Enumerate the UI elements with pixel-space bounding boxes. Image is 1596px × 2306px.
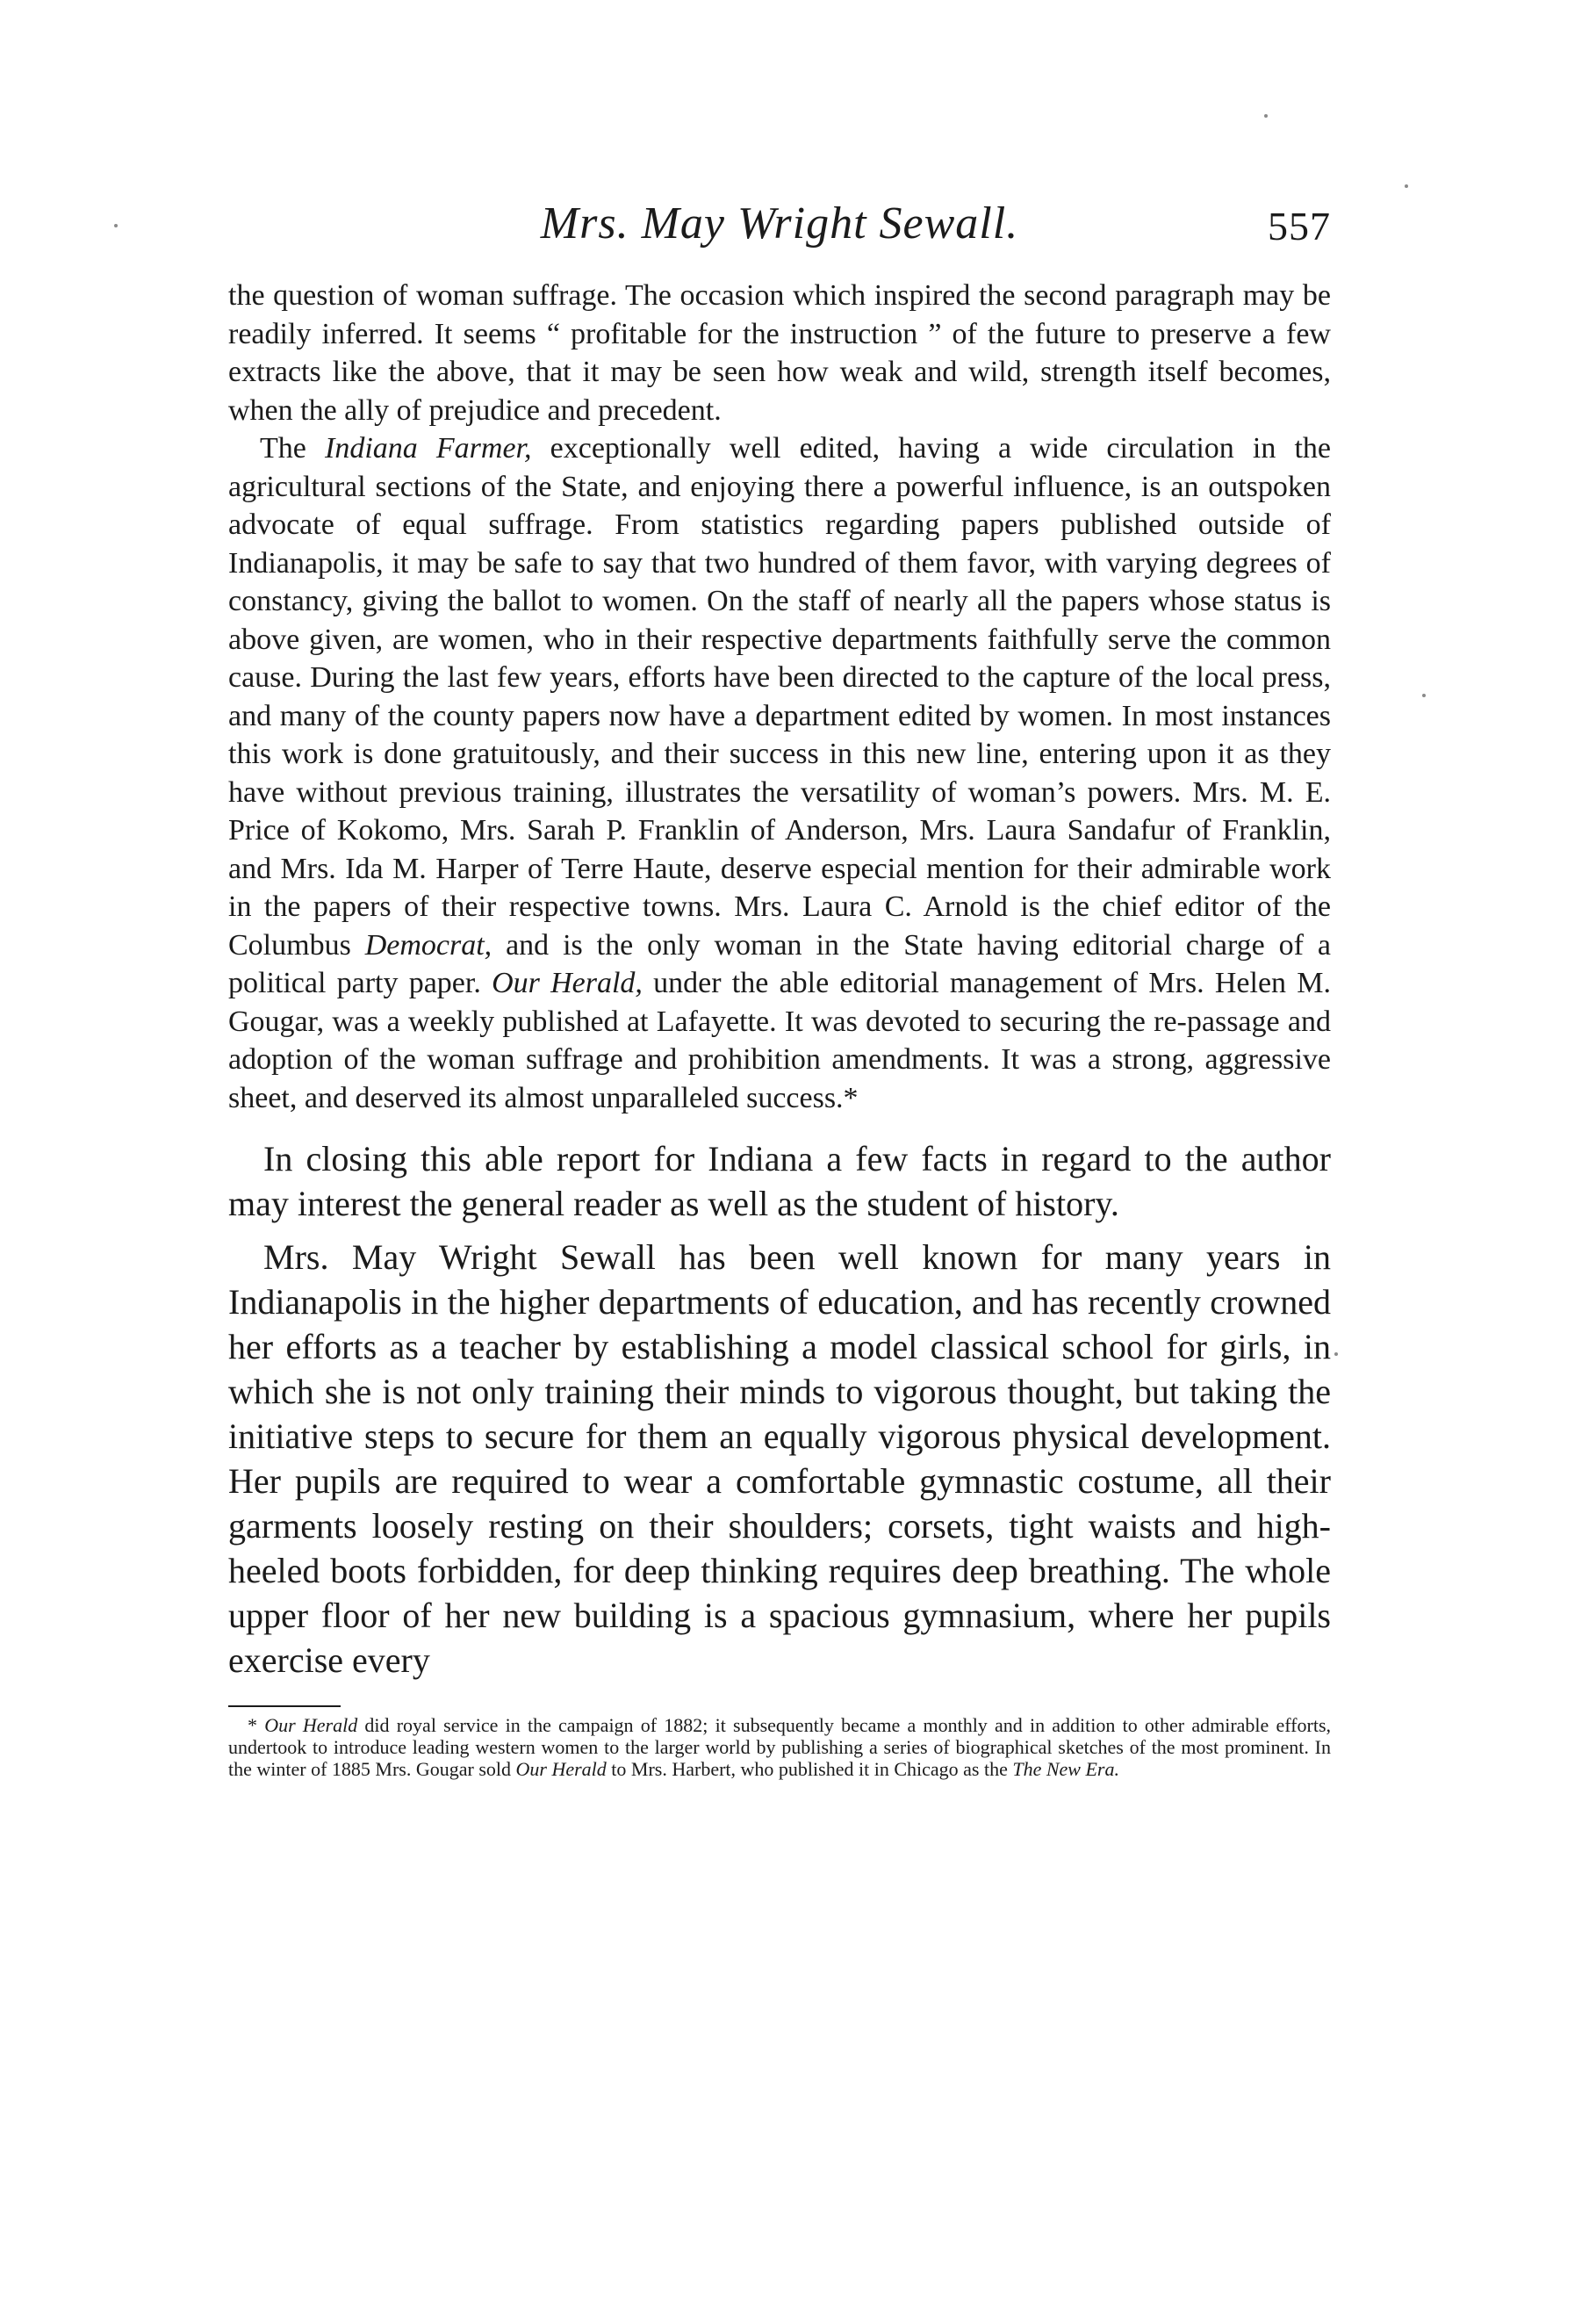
footnote-marker: * [248, 1714, 265, 1736]
paragraph-indiana-press [228, 429, 1331, 1117]
paragraph-text: exceptionally well edited, having a wide circulation in the agricultural sections of the State, and enjoying there a powerful influence, is an outspoken advocate of equal suffrage. From statistics regarding papers published outside of Indianapolis, it may be safe to say that two hundred of them favor, with varying degrees of constancy, giving the ballot to women. On the staff of nearly all the papers whose status is above given, are women, who in their respective departments faithfully serve the common cause. During the last few years, efforts have been directed to the capture of the local press, and many of the county papers now have a department edited by women. In most instances this work is done gratuitously, and their success in this new line, entering upon it as they have without previous training, illustrates the versatility of woman’s powers. Mrs. M. E. Price of Kokomo, Mrs. Sarah P. Franklin of Anderson, Mrs. Laura Sandafur of Franklin, and Mrs. Ida M. Harper of Terre Haute, deserve especial mention for their admirable work in the papers of their respective towns. Mrs. Laura C. Arnold is the chief editor of the Columbus [228, 432, 1332, 962]
newspaper-title: Our Herald [264, 1714, 358, 1736]
footnote-text [228, 1714, 1331, 1780]
footnote [228, 1714, 1331, 1780]
newspaper-title: The New Era. [1012, 1758, 1119, 1780]
footnote-body: to Mrs. Harbert, who published it in Chicago as the [606, 1758, 1013, 1780]
book-page [228, 198, 1331, 1780]
paragraph-closing-report: In closing this able report for Indiana a few facts in regard to the author may interest the general reader as well as the student of history. [228, 1139, 1331, 1223]
paper-speck [1422, 694, 1426, 697]
footnote-rule [228, 1705, 341, 1707]
newspaper-title: Our Herald [515, 1758, 607, 1780]
paper-speck [114, 224, 118, 227]
newspaper-title: Indiana Farmer, [325, 432, 532, 465]
paper-speck [1405, 184, 1408, 188]
newspaper-title: Democrat, [364, 928, 492, 962]
running-title: Mrs. May Wright Sewall. [540, 198, 1019, 249]
footnote-body: did royal service in the campaign of 1882; it subsequently became a monthly and in addition to other admirable efforts, undertook to introduce leading western women to the larger world by publishing a series of biographical sketches of the most prominent. In the winter of 1885 Mrs. Gougar sold [228, 1714, 1332, 1780]
newspaper-title: Our Herald, [492, 967, 643, 999]
running-head [228, 198, 1331, 268]
paragraph-text: under the able editorial management of Mrs. Helen M. Gougar, was a weekly published at Lafayette. It was devoted to securing the re-passage and adoption of the woman suffrage and prohibition amendments. It was a strong, aggressive sheet, and deserved its almost unparalleled success.* [228, 967, 1332, 1114]
paper-speck [1264, 114, 1268, 118]
paragraph-suffrage-question: the question of woman suffrage. The occasion which inspired the second paragraph may be readily inferred. It seems “ profitable for the instruction ” of the future to preserve a few extracts like the above, that it may be seen how weak and wild, strength itself becomes, when the ally of prejudice and precedent. [228, 279, 1331, 427]
page-number: 557 [1268, 204, 1331, 249]
paper-speck [1334, 1352, 1338, 1356]
report-text [228, 277, 1331, 1117]
paragraph-text: The [260, 432, 325, 465]
paragraph-text: and is the only woman in the State having editorial charge of a political party paper. [228, 928, 1331, 999]
paragraph-sewall-biography: Mrs. May Wright Sewall has been well known for many years in Indianapolis in the higher departments of education, and has recently crowned her efforts as a teacher by establishing a model classical school for girls, in which she is not only training their minds to vigorous thought, but taking the initiative steps to secure for them an equally vigorous physical development. Her pupils are required to wear a comfortable gymnastic costume, all their garments loosely resting on their shoulders; corsets, tight waists and high-heeled boots forbidden, for deep thinking requires deep breathing. The whole upper floor of her new building is a spacious gymnasium, where her pupils exercise every [228, 1237, 1331, 1680]
biography-text [228, 1136, 1331, 1683]
